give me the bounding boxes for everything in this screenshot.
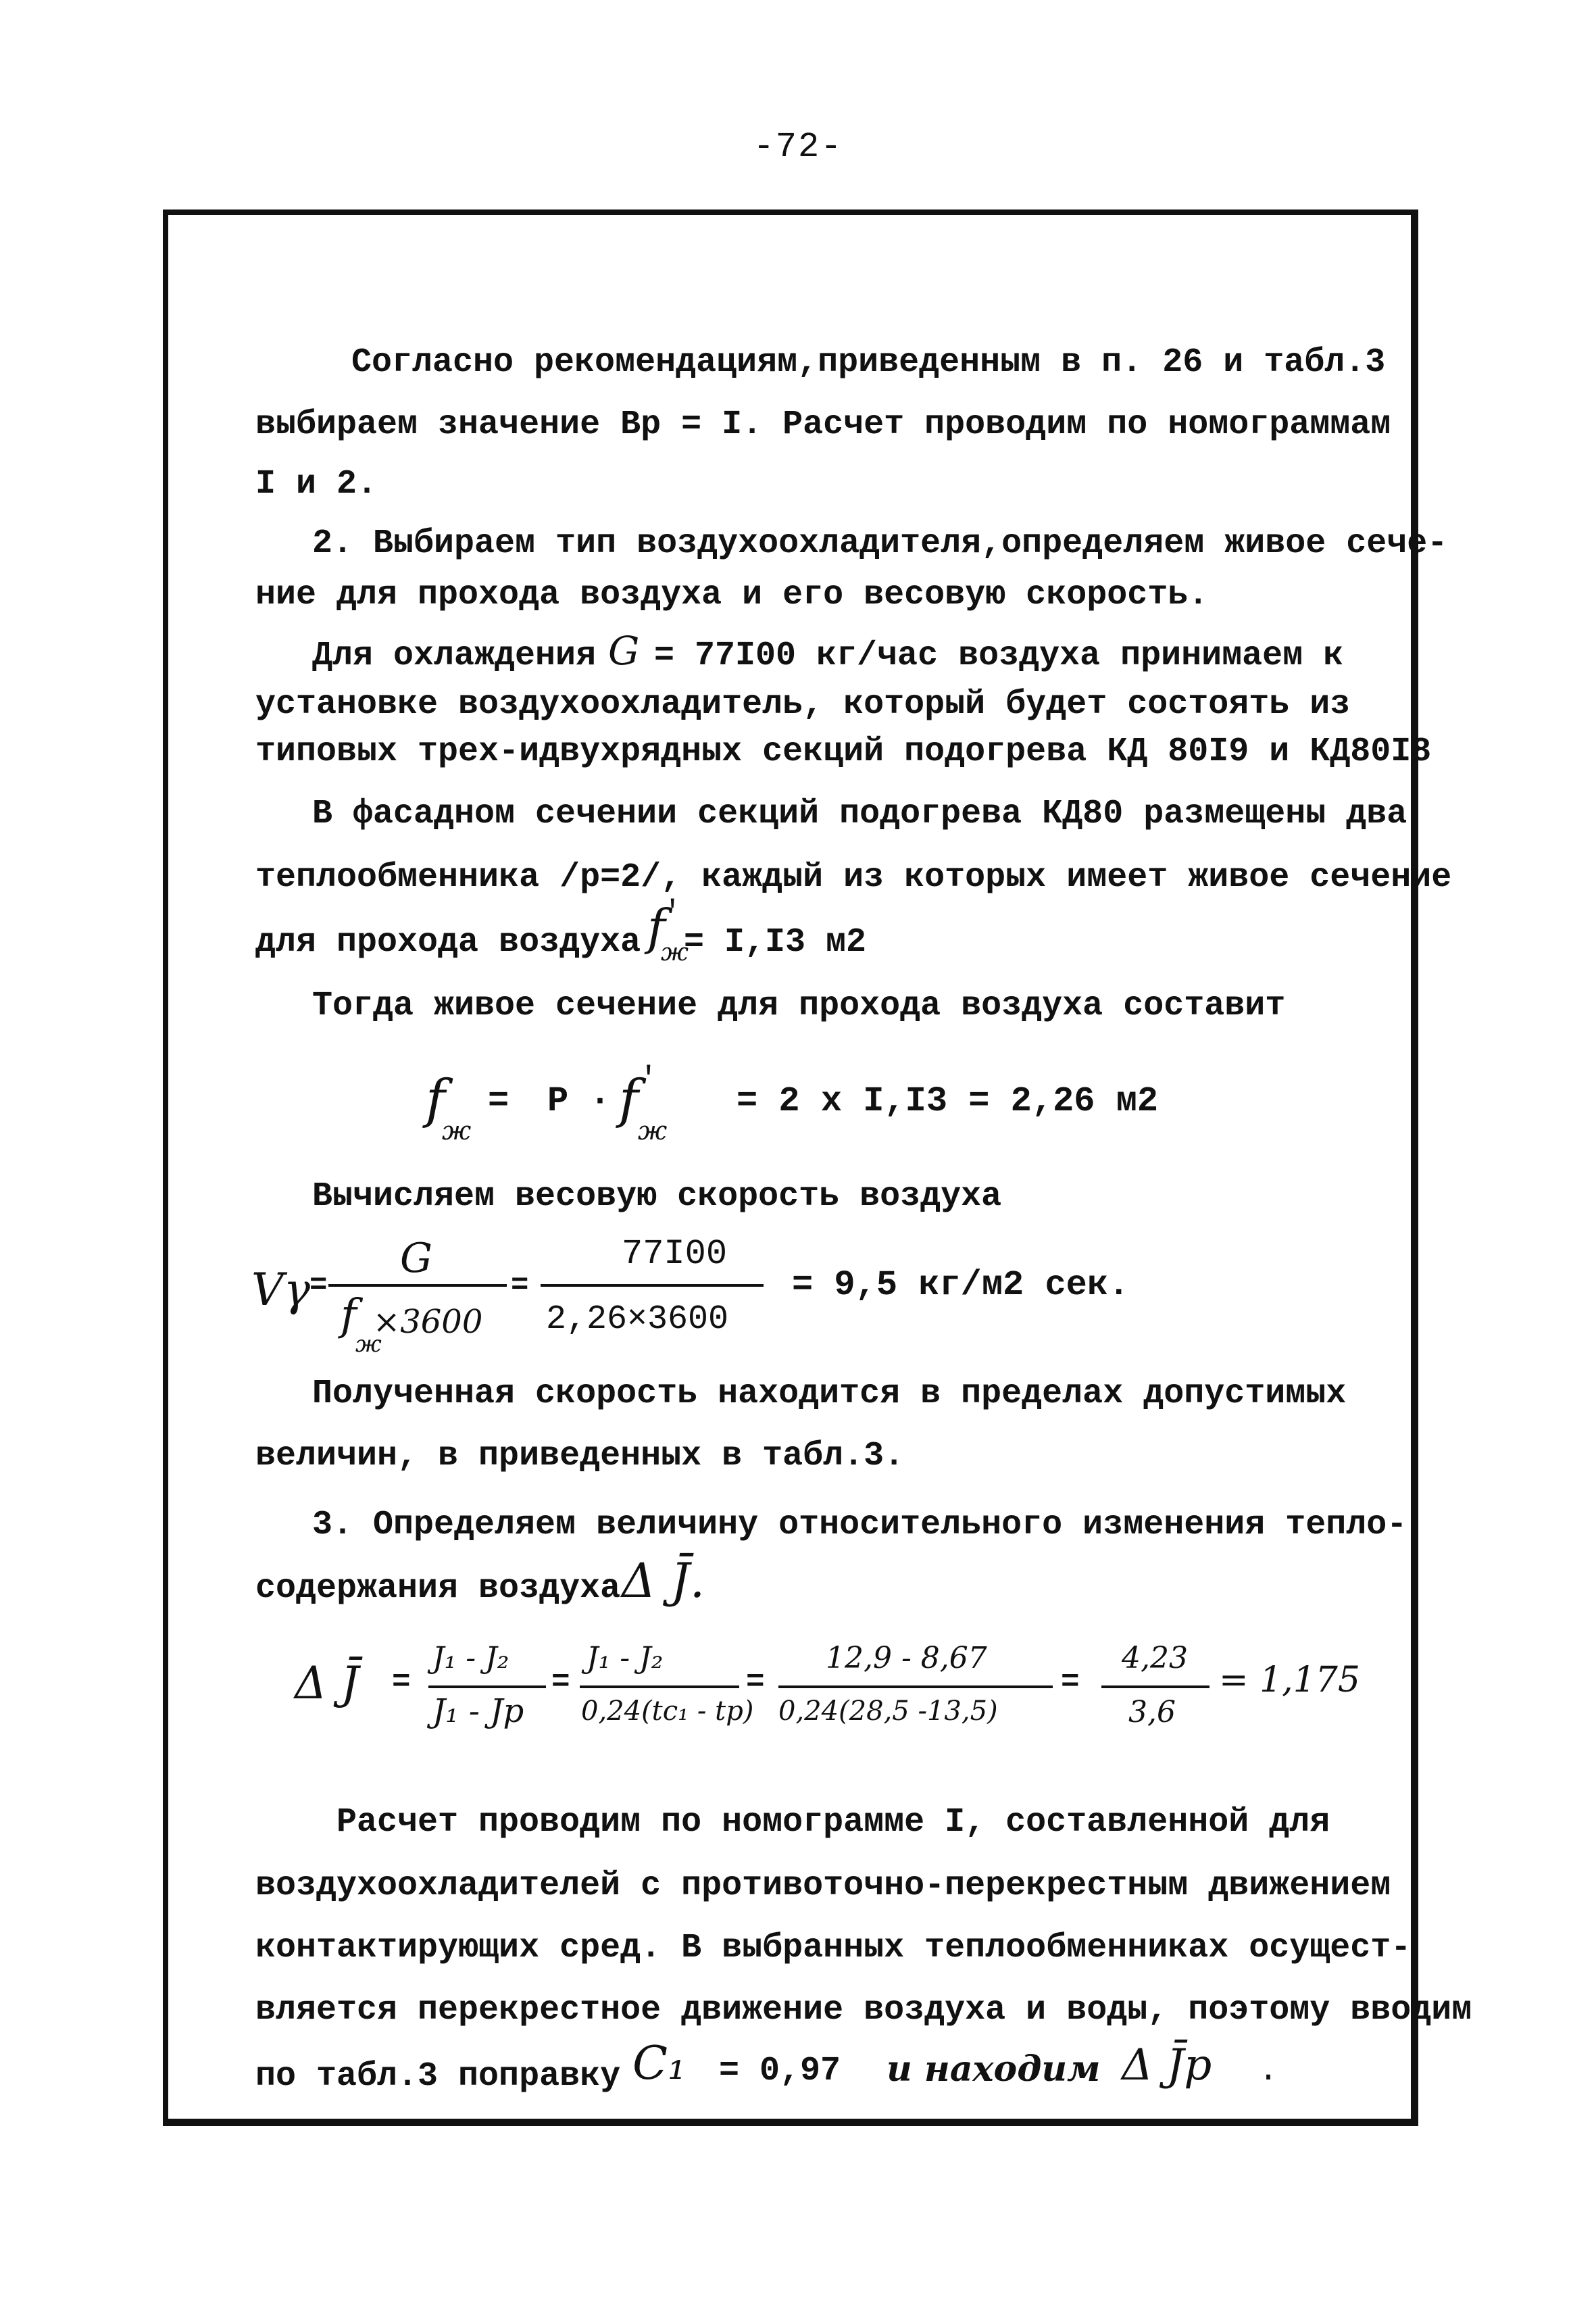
formula2-numerator-2: 77I00 <box>622 1234 728 1274</box>
formula3-fraction-bar-3 <box>778 1685 1053 1688</box>
formula3-numerator-3: 12,9 - 8,67 <box>826 1641 987 1675</box>
text-line-22-start: по табл.3 поправку <box>255 2057 621 2096</box>
text-line-6-start: Для охлаждения <box>312 637 597 675</box>
text-line-10: теплообменника /р=2/, каждый из которых имеет живое сечение <box>255 858 1452 897</box>
formula2-denominator-f: f <box>341 1290 357 1340</box>
formula3-numerator-4: 4,23 <box>1122 1641 1188 1675</box>
text-line-20: контактирующих сред. В выбранных теплообменниках осущест- <box>255 1929 1412 1967</box>
text-line-9: В фасадном сечении секций подогрева КД80 размещены два <box>312 795 1407 833</box>
formula2-denominator-1: ×3600 <box>373 1303 483 1341</box>
formula1-prime-mark: ′ <box>639 1062 658 1097</box>
formula2-fraction-bar-1 <box>328 1284 507 1287</box>
formula3-equals-2: = <box>551 1665 570 1700</box>
text-line-21: вляется перекрестное движение воздуха и воды, поэтому вводим <box>255 1991 1472 2029</box>
formula3-denominator-3: 0,24(28,5 -13,5) <box>778 1696 998 1727</box>
formula3-denominator-2: 0,24(tc₁ - tр) <box>581 1696 754 1727</box>
formula1-equals: = <box>488 1081 509 1121</box>
f-prime-subscript: ж <box>661 939 689 966</box>
text-line-6-end: = 77I00 кг/час воздуха принимаем к <box>654 637 1344 675</box>
text-line-11-start: для прохода воздуха <box>255 923 641 962</box>
prime-mark: ′ <box>664 895 682 929</box>
formula2-equals-2: = <box>511 1269 529 1302</box>
text-line-12: Тогда живое сечение для прохода воздуха составит <box>312 987 1286 1025</box>
text-line-3: I и 2. <box>255 465 378 503</box>
text-line-8: типовых трех-идвухрядных секций подогрева КД 80I9 и КД80I8 <box>255 733 1432 771</box>
formula2-equals-1: = <box>309 1269 328 1302</box>
text-line-4: 2. Выбираем тип воздухоохладителя,определяем живое сече- <box>312 524 1448 563</box>
formula3-equals-4: = <box>1061 1665 1080 1700</box>
formula2-fraction-bar-2 <box>541 1284 764 1287</box>
delta-jp-symbol: Δ J̄р <box>1122 2040 1212 2090</box>
formula3-numerator-2: J₁ - J₂ <box>587 1641 664 1675</box>
text-line-17: содержания воздуха <box>255 1569 621 1608</box>
formula2-lhs: Vγ <box>251 1264 311 1316</box>
text-line-14: Полученная скорость находится в пределах допустимых <box>312 1375 1347 1413</box>
text-line-22-handwritten: и находим <box>887 2048 1101 2090</box>
formula1-p: P · <box>547 1081 611 1121</box>
formula1-f-subscript: ж <box>442 1116 472 1146</box>
text-line-7: установке воздухоохладитель, который будет состоять из <box>255 685 1351 724</box>
text-line-1: Согласно рекомендациям,приведенным в п. 26 и табл.3 <box>351 343 1386 382</box>
formula3-equals-1: = <box>392 1665 411 1700</box>
text-line-13: Вычисляем весовую скорость воздуха <box>312 1177 1002 1216</box>
formula2-result: = 9,5 кг/м2 сек. <box>792 1265 1130 1305</box>
text-line-18: Расчет проводим по номограмме I, составленной для <box>336 1803 1330 1842</box>
formula3-fraction-bar-1 <box>428 1685 546 1688</box>
page-number: -72- <box>753 127 843 167</box>
f-prime-symbol: f <box>647 899 666 956</box>
formula1-result: = 2 x I,I3 = 2,26 м2 <box>737 1081 1159 1121</box>
mass-flow-symbol: G <box>608 628 640 674</box>
formula2-denominator-subscript: ж <box>355 1331 382 1358</box>
formula3-fraction-bar-4 <box>1101 1685 1210 1688</box>
text-line-15: величин, в приведенных в табл.3. <box>255 1437 905 1475</box>
formula1-f: f <box>426 1069 445 1130</box>
text-line-11-end: = I,I3 м2 <box>684 923 867 962</box>
delta-j-handwritten: Δ J̄. <box>622 1553 705 1608</box>
formula1-f-prime-subscript: ж <box>638 1116 668 1146</box>
c1-symbol: C₁ <box>632 2037 687 2090</box>
formula3-result: = 1,175 <box>1219 1660 1360 1700</box>
text-line-2: выбираем значение Вр = I. Расчет проводим по номограммам <box>255 405 1391 444</box>
formula3-denominator-1: J₁ - Jр <box>432 1692 524 1730</box>
text-line-22-value: = 0,97 <box>719 2052 841 2090</box>
formula3-numerator-1: J₁ - J₂ <box>432 1641 509 1675</box>
formula1-f-prime: f <box>619 1069 639 1130</box>
formula2-denominator-2: 2,26×3600 <box>546 1300 729 1339</box>
formula2-numerator-1: G <box>400 1235 432 1282</box>
formula3-lhs: Δ J̄ <box>295 1657 359 1709</box>
text-line-5: ние для прохода воздуха и его весовую скорость. <box>255 576 1209 614</box>
formula3-equals-3: = <box>746 1665 765 1700</box>
final-period: . <box>1258 2052 1279 2090</box>
formula3-fraction-bar-2 <box>580 1685 739 1688</box>
text-line-19: воздухоохладителей с противоточно-перекрестным движением <box>255 1867 1391 1905</box>
formula3-denominator-4: 3,6 <box>1128 1695 1176 1729</box>
text-line-16: 3. Определяем величину относительного изменения тепло- <box>312 1506 1407 1544</box>
